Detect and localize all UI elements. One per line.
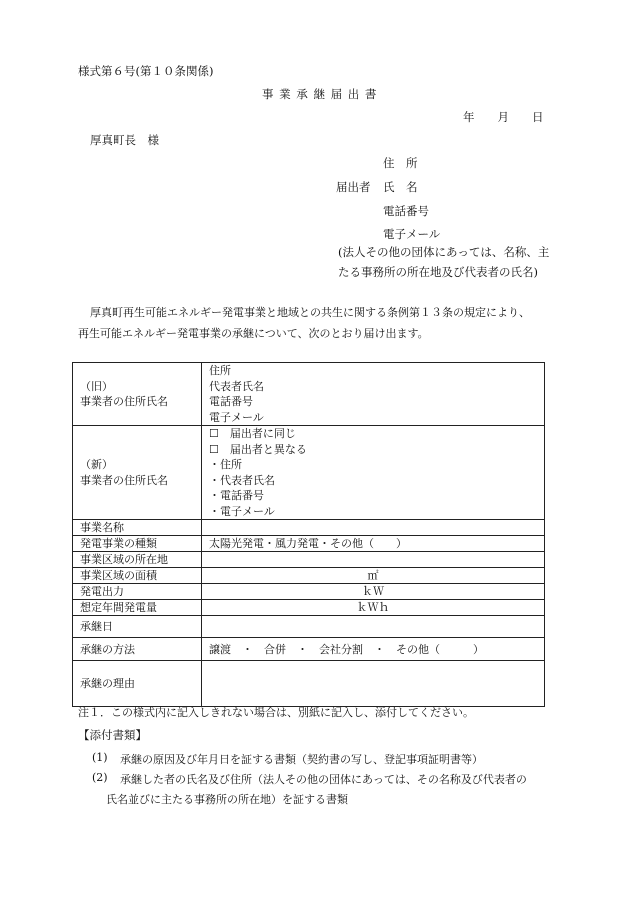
row-power-type — [73, 536, 545, 552]
new-phone-label: ・電話番号 — [209, 489, 264, 502]
new-address-label: ・住所 — [209, 458, 242, 471]
row-new-business — [73, 426, 545, 520]
row-old-business — [73, 363, 545, 426]
annual-generation-field[interactable]: ｋＷｈ — [202, 600, 545, 616]
row-area — [73, 568, 545, 584]
succession-method-options[interactable]: 譲渡 ・ 合併 ・ 会社分割 ・ その他（ ） — [202, 638, 545, 661]
notification-table — [72, 362, 545, 707]
row-business-name — [73, 520, 545, 536]
succession-reason-field[interactable] — [202, 661, 545, 707]
new-business-label: （新） 事業者の住所氏名 — [73, 426, 202, 520]
check-different-from-applicant[interactable]: ☐ 届出者と異なる — [209, 442, 307, 456]
location-label: 事業区域の所在地 — [73, 552, 202, 568]
row-succession-date — [73, 616, 545, 638]
checkbox-icon[interactable]: ☐ — [209, 427, 219, 440]
attachment-1-number: (1) — [92, 751, 108, 764]
power-type-label: 発電事業の種類 — [73, 536, 202, 552]
applicant-name-label: 氏 名 — [383, 180, 418, 194]
attachment-2-text-line1: 承継した者の氏名及び住所（法人その他の団体にあっては、その名称及び代表者の — [120, 773, 527, 786]
row-location — [73, 552, 545, 568]
new-business-fields[interactable] — [202, 426, 545, 520]
note-text: 注１．この様式内に記入しきれない場合は、別紙に記入し、添付してください。 — [78, 706, 474, 719]
attachments-heading: 【添付書類】 — [78, 728, 147, 742]
succession-method-label: 承継の方法 — [73, 638, 202, 661]
applicant-phone-label: 電話番号 — [383, 204, 429, 218]
row-annual-generation — [73, 600, 545, 616]
applicant-note-line1: (法人その他の団体にあっては、名称、主 — [338, 245, 550, 259]
row-succession-method — [73, 638, 545, 661]
applicant-note-line2: たる事務所の所在地及び代表者の氏名) — [338, 265, 538, 279]
succession-date-field[interactable] — [202, 616, 545, 638]
business-name-field[interactable] — [202, 520, 545, 536]
business-name-label: 事業名称 — [73, 520, 202, 536]
old-business-label: （旧） 事業者の住所氏名 — [73, 363, 202, 426]
old-address-label: 住所 — [209, 364, 231, 377]
output-field[interactable]: ｋＷ — [202, 584, 545, 600]
checkbox-icon[interactable]: ☐ — [209, 442, 219, 456]
row-output — [73, 584, 545, 600]
addressee: 厚真町長 様 — [90, 133, 159, 147]
succession-date-label: 承継日 — [73, 616, 202, 638]
power-type-options[interactable]: 太陽光発電・風力発電・その他（ ） — [202, 536, 545, 552]
location-field[interactable] — [202, 552, 545, 568]
body-line1: 厚真町再生可能エネルギー発電事業と地域との共生に関する条例第１３条の規定により、 — [90, 306, 530, 319]
new-representative-label: ・代表者氏名 — [209, 473, 275, 487]
area-label: 事業区域の面積 — [73, 568, 202, 584]
output-label: 発電出力 — [73, 584, 202, 600]
date-field: 年 月 日 — [463, 110, 544, 124]
applicant-role-label: 届出者 — [336, 180, 371, 194]
old-phone-label: 電話番号 — [209, 395, 253, 408]
document-title: 事 業 承 継 届 出 書 — [262, 87, 378, 101]
attachment-2-text-line2: 氏名並びに主たる事務所の所在地）を証する書類 — [106, 793, 348, 806]
attachment-1-text: 承継の原因及び年月日を証する書類（契約書の写し、登記事項証明書等） — [120, 753, 483, 766]
area-field[interactable]: ㎡ — [202, 568, 545, 584]
old-business-fields[interactable] — [202, 363, 545, 426]
succession-reason-label: 承継の理由 — [73, 661, 202, 707]
old-representative-label: 代表者氏名 — [209, 379, 264, 393]
attachment-2-number: (2) — [92, 771, 108, 784]
old-email-label: 電子メール — [209, 410, 264, 424]
check-same-as-applicant[interactable]: ☐ 届出者に同じ — [209, 427, 296, 440]
form-number: 様式第６号(第１０条関係) — [78, 64, 214, 78]
row-succession-reason — [73, 661, 545, 707]
applicant-address-label: 住 所 — [383, 156, 418, 170]
new-email-label: ・電子メール — [209, 504, 275, 518]
applicant-email-label: 電子メール — [383, 227, 441, 241]
body-line2: 再生可能エネルギー発電事業の承継について、次のとおり届け出ます。 — [78, 327, 429, 340]
annual-generation-label: 想定年間発電量 — [73, 600, 202, 616]
